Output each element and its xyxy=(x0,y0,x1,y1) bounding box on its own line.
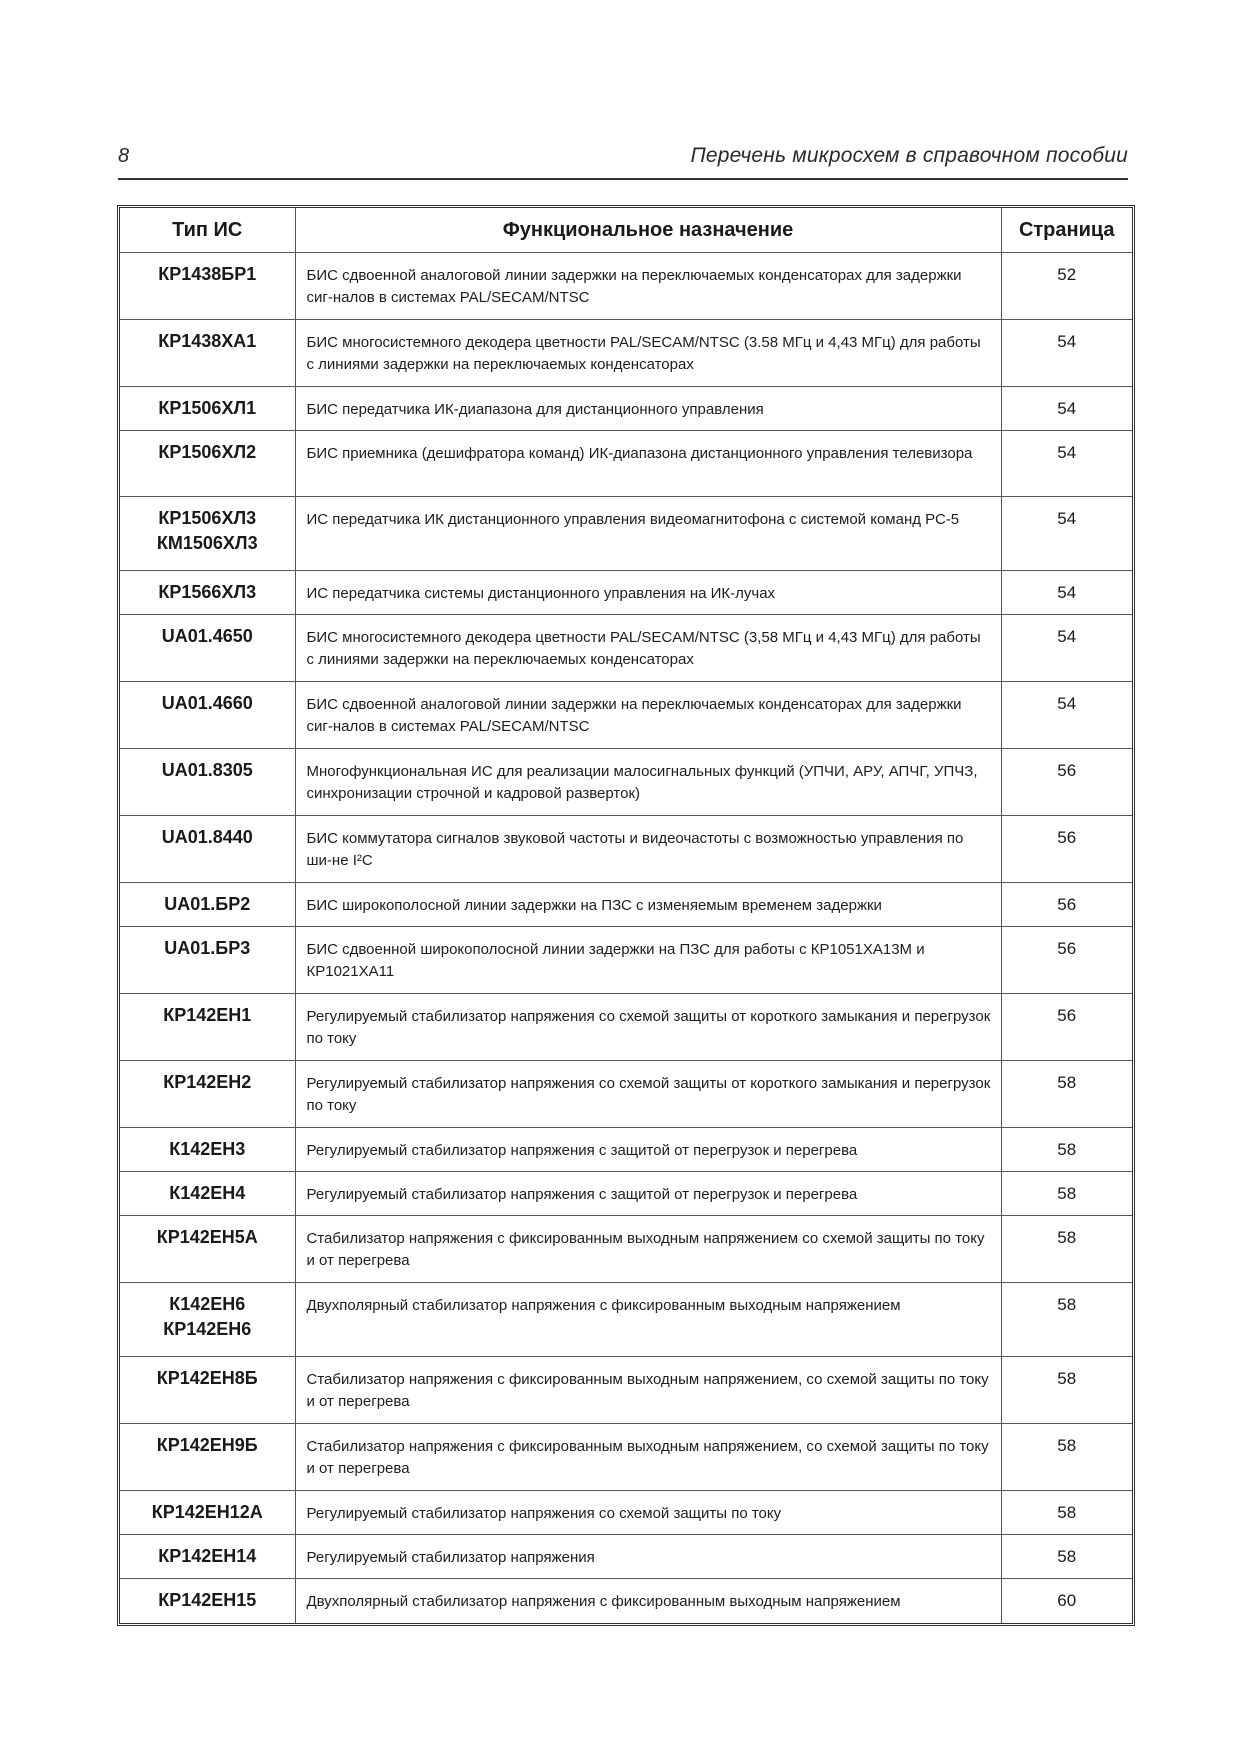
table-row xyxy=(120,1172,1132,1216)
chip-type: UA01.8440 xyxy=(161,827,253,847)
chip-type: К142ЕН4 xyxy=(169,1183,246,1203)
table-body xyxy=(120,253,1132,1623)
chip-description: БИС многосистемного декодера цветности PAL/SECAM/NTSC (3.58 МГц и 4,43 МГц) для работы с линиями задержки на переключаемых конденсаторах xyxy=(295,320,1001,387)
table-row xyxy=(120,1216,1132,1283)
chip-type-cell xyxy=(120,1579,295,1623)
chip-description: БИС сдвоенной широкополосной линии задержки на ПЗС для работы с КР1051ХА13М и КР1021ХА11 xyxy=(295,927,1001,994)
table-header-row xyxy=(120,208,1132,253)
chip-page: 54 xyxy=(1001,320,1132,387)
chip-description: БИС сдвоенной аналоговой линии задержки на переключаемых конденсаторах для задержки сиг-налов в системах PAL/SECAM/NTSC xyxy=(295,682,1001,749)
chip-page: 58 xyxy=(1001,1172,1132,1216)
chip-type-cell xyxy=(120,387,295,431)
chip-type-cell xyxy=(120,1172,295,1216)
chip-list-table xyxy=(120,208,1132,1623)
chip-type: КР1566ХЛ3 xyxy=(158,582,257,602)
chip-type-cell xyxy=(120,1216,295,1283)
chip-type: КР1438ХА1 xyxy=(158,331,257,351)
column-header-type: Тип ИС xyxy=(120,208,295,253)
table-row xyxy=(120,927,1132,994)
chip-type-cell xyxy=(120,1128,295,1172)
chip-list-table-frame xyxy=(117,205,1135,1626)
table-row xyxy=(120,1424,1132,1491)
table-row xyxy=(120,1579,1132,1623)
chip-description: БИС коммутатора сигналов звуковой частоты и видеочастоты с возможностью управления по ши-не I²C xyxy=(295,816,1001,883)
chip-description: Регулируемый стабилизатор напряжения со схемой защиты от короткого замыкания и перегрузок по току xyxy=(295,1061,1001,1128)
chip-page: 58 xyxy=(1001,1216,1132,1283)
page-header xyxy=(118,144,1128,180)
chip-type-cell xyxy=(120,1283,295,1357)
chip-type-cell xyxy=(120,253,295,320)
chip-page: 54 xyxy=(1001,431,1132,497)
chip-type: КМ1506ХЛ3 xyxy=(156,533,258,553)
chip-type: КР142ЕН8Б xyxy=(156,1368,258,1388)
chip-description: БИС сдвоенной аналоговой линии задержки на переключаемых конденсаторах для задержки сиг-налов в системах PAL/SECAM/NTSC xyxy=(295,253,1001,320)
chip-description: Двухполярный стабилизатор напряжения с фиксированным выходным напряжением xyxy=(295,1283,1001,1357)
chip-type: КР142ЕН2 xyxy=(163,1072,252,1092)
chip-description: ИС передатчика системы дистанционного управления на ИК-лучах xyxy=(295,571,1001,615)
chip-page: 56 xyxy=(1001,883,1132,927)
chip-page: 58 xyxy=(1001,1128,1132,1172)
table-row xyxy=(120,883,1132,927)
table-row xyxy=(120,431,1132,497)
chip-type: КР142ЕН9Б xyxy=(156,1435,258,1455)
chip-type-cell xyxy=(120,994,295,1061)
chip-type-cell xyxy=(120,883,295,927)
chip-description: Стабилизатор напряжения с фиксированным выходным напряжением, со схемой защиты по току и от перегрева xyxy=(295,1424,1001,1491)
chip-page: 56 xyxy=(1001,927,1132,994)
chip-type-cell xyxy=(120,1424,295,1491)
chip-page: 54 xyxy=(1001,682,1132,749)
chip-type: UA01.4660 xyxy=(161,693,253,713)
chip-page: 60 xyxy=(1001,1579,1132,1623)
chip-type: КР1438БР1 xyxy=(158,264,257,284)
chip-description: БИС приемника (дешифратора команд) ИК-диапазона дистанционного управления телевизора xyxy=(295,431,1001,497)
table-row xyxy=(120,682,1132,749)
chip-type-cell xyxy=(120,816,295,883)
table-row xyxy=(120,1283,1132,1357)
chip-type: К142ЕН3 xyxy=(169,1139,246,1159)
chip-page: 54 xyxy=(1001,571,1132,615)
chip-type-cell xyxy=(120,682,295,749)
chip-page: 58 xyxy=(1001,1491,1132,1535)
table-row xyxy=(120,571,1132,615)
chip-description: Стабилизатор напряжения с фиксированным выходным напряжением со схемой защиты по току и от перегрева xyxy=(295,1216,1001,1283)
chip-page: 54 xyxy=(1001,497,1132,571)
chip-page: 58 xyxy=(1001,1283,1132,1357)
chip-type: UA01.БР2 xyxy=(164,894,251,914)
table-row xyxy=(120,1357,1132,1424)
page-title: Перечень микросхем в справочном пособии xyxy=(690,144,1128,167)
table-row xyxy=(120,387,1132,431)
table-row xyxy=(120,1491,1132,1535)
chip-type-cell xyxy=(120,497,295,571)
chip-type-cell xyxy=(120,927,295,994)
chip-type: КР1506ХЛ2 xyxy=(158,442,257,462)
chip-description: Многофункциональная ИС для реализации малосигнальных функций (УПЧИ, АРУ, АПЧГ, УПЧЗ, синхронизации строчной и кадровой разверток) xyxy=(295,749,1001,816)
chip-type: UA01.8305 xyxy=(161,760,253,780)
chip-page: 56 xyxy=(1001,816,1132,883)
chip-type: КР142ЕН12А xyxy=(151,1502,263,1522)
chip-page: 54 xyxy=(1001,387,1132,431)
chip-type: UA01.БР3 xyxy=(164,938,251,958)
chip-description: БИС многосистемного декодера цветности PAL/SECAM/NTSC (3,58 МГц и 4,43 МГц) для работы с линиями задержки на переключаемых конденсаторах xyxy=(295,615,1001,682)
table-row xyxy=(120,1535,1132,1579)
table-row xyxy=(120,994,1132,1061)
chip-page: 56 xyxy=(1001,749,1132,816)
chip-description: БИС передатчика ИК-диапазона для дистанционного управления xyxy=(295,387,1001,431)
chip-type-cell xyxy=(120,431,295,497)
chip-type-cell xyxy=(120,571,295,615)
table-row xyxy=(120,816,1132,883)
chip-description: ИС передатчика ИК дистанционного управления видеомагнитофона с системой команд РС-5 xyxy=(295,497,1001,571)
table-row xyxy=(120,497,1132,571)
chip-description: Двухполярный стабилизатор напряжения с фиксированным выходным напряжением xyxy=(295,1579,1001,1623)
chip-type-cell xyxy=(120,749,295,816)
chip-description: Регулируемый стабилизатор напряжения со схемой защиты по току xyxy=(295,1491,1001,1535)
chip-type-cell xyxy=(120,1061,295,1128)
chip-page: 52 xyxy=(1001,253,1132,320)
chip-description: Регулируемый стабилизатор напряжения со схемой защиты от короткого замыкания и перегрузок по току xyxy=(295,994,1001,1061)
chip-type: К142ЕН6 xyxy=(169,1294,246,1314)
chip-page: 58 xyxy=(1001,1535,1132,1579)
chip-description: Регулируемый стабилизатор напряжения с защитой от перегрузок и перегрева xyxy=(295,1128,1001,1172)
chip-type: КР142ЕН5А xyxy=(156,1227,258,1247)
table-row xyxy=(120,320,1132,387)
column-header-page: Страница xyxy=(1001,208,1132,253)
table-row xyxy=(120,1061,1132,1128)
chip-type: КР1506ХЛ1 xyxy=(158,398,257,418)
chip-type-cell xyxy=(120,1535,295,1579)
chip-type: КР142ЕН6 xyxy=(163,1319,252,1339)
chip-type-cell xyxy=(120,1491,295,1535)
table-row xyxy=(120,1128,1132,1172)
column-header-function: Функциональное назначение xyxy=(295,208,1001,253)
chip-type: КР142ЕН15 xyxy=(158,1590,257,1610)
table-row xyxy=(120,749,1132,816)
page-number: 8 xyxy=(118,145,130,167)
chip-type-cell xyxy=(120,320,295,387)
chip-description: БИС широкополосной линии задержки на ПЗС с изменяемым временем задержки xyxy=(295,883,1001,927)
chip-page: 58 xyxy=(1001,1357,1132,1424)
chip-page: 56 xyxy=(1001,994,1132,1061)
chip-page: 58 xyxy=(1001,1424,1132,1491)
table-row xyxy=(120,253,1132,320)
chip-page: 54 xyxy=(1001,615,1132,682)
chip-description: Регулируемый стабилизатор напряжения xyxy=(295,1535,1001,1579)
chip-description: Регулируемый стабилизатор напряжения с защитой от перегрузок и перегрева xyxy=(295,1172,1001,1216)
table-row xyxy=(120,615,1132,682)
chip-type: КР1506ХЛ3 xyxy=(158,508,257,528)
chip-type: КР142ЕН14 xyxy=(158,1546,257,1566)
chip-type-cell xyxy=(120,1357,295,1424)
chip-type-cell xyxy=(120,615,295,682)
chip-page: 58 xyxy=(1001,1061,1132,1128)
chip-type: UA01.4650 xyxy=(161,626,253,646)
chip-description: Стабилизатор напряжения с фиксированным выходным напряжением, со схемой защиты по току и от перегрева xyxy=(295,1357,1001,1424)
chip-type: КР142ЕН1 xyxy=(163,1005,252,1025)
